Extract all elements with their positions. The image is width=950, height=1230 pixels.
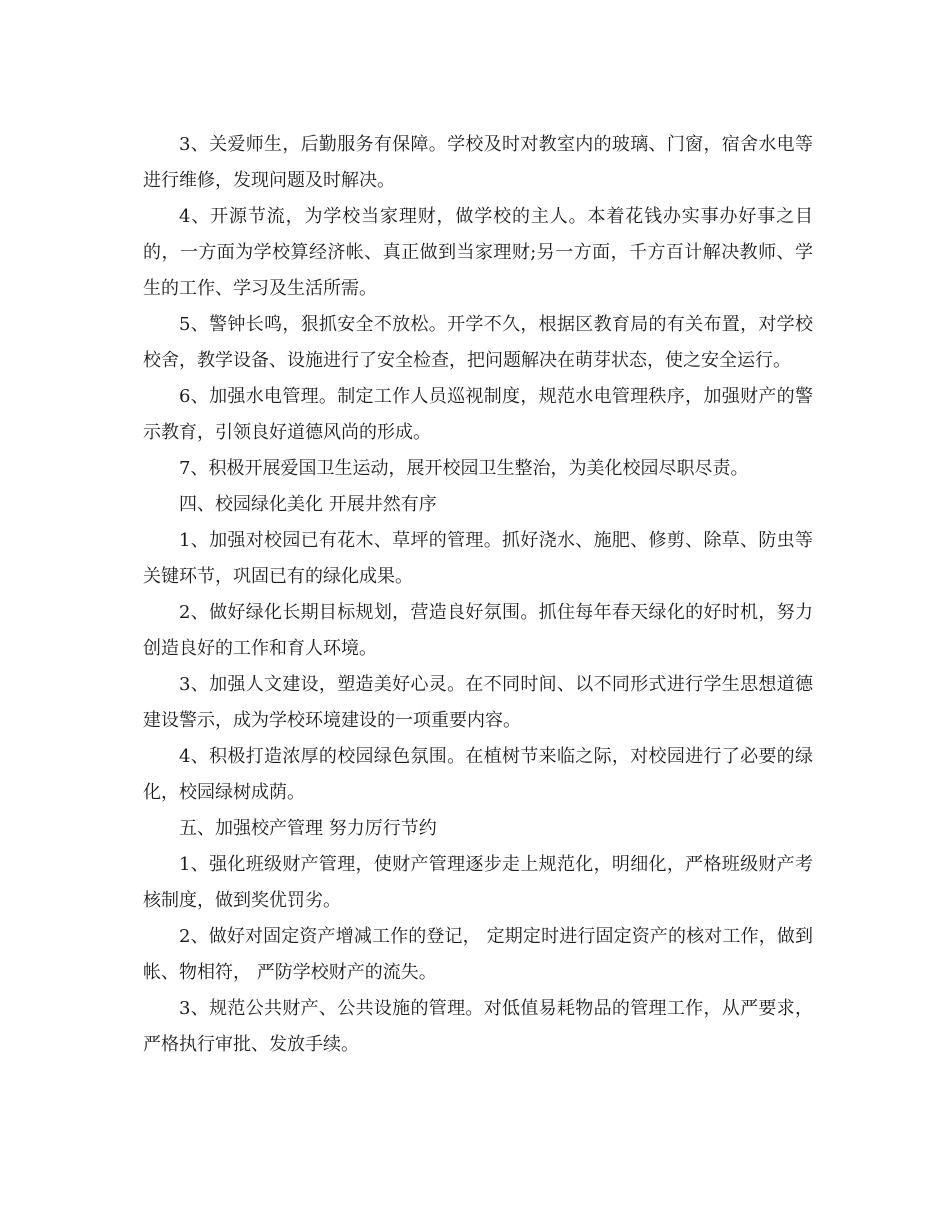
paragraph-greening-plan: 2、做好绿化长期目标规划，营造良好氛围。抓住每年春天绿化的好时机，努力创造良好的工作和育人环境。 [143, 602, 813, 659]
paragraph-utility-management: 6、加强水电管理。制定工作人员巡视制度，规范水电管理秩序，加强财产的警示教育，引领良好道德风尚的形成。 [143, 386, 813, 443]
paragraph-plant-care: 1、加强对校园已有花木、草坪的管理。抓好浇水、施肥、修剪、除草、防虫等关键环节，巩固已有的绿化成果。 [143, 530, 813, 587]
paragraph-logistics-service: 3、关爱师生，后勤服务有保障。学校及时对教室内的玻璃、门窗，宿舍水电等进行维修，发现问题及时解决。 [143, 134, 813, 191]
paragraph-fixed-assets: 2、做好对固定资产增减工作的登记， 定期定时进行固定资产的核对工作，做到帐、物相符， 严防学校财产的流失。 [143, 926, 813, 983]
paragraph-humanistic-building: 3、加强人文建设，塑造美好心灵。在不同时间、以不同形式进行学生思想道德建设警示，成为学校环境建设的一项重要内容。 [143, 674, 813, 731]
paragraph-financial-management: 4、开源节流，为学校当家理财，做学校的主人。本着花钱办实事办好事之目的，一方面为学校算经济帐、真正做到当家理财;另一方面，千方百计解决教师、学生的工作、学习及生活所需。 [143, 206, 813, 299]
paragraph-green-atmosphere: 4、积极打造浓厚的校园绿色氛围。在植树节来临之际，对校园进行了必要的绿化，校园绿树成荫。 [143, 746, 813, 803]
paragraph-sanitation-campaign: 7、积极开展爱国卫生运动，展开校园卫生整治，为美化校园尽职尽责。 [179, 458, 749, 479]
section-heading-greening: 四、校园绿化美化 开展井然有序 [179, 494, 437, 515]
section-heading-property: 五、加强校产管理 努力厉行节约 [179, 818, 437, 839]
paragraph-class-property: 1、强化班级财产管理，使财产管理逐步走上规范化，明细化，严格班级财产考核制度，做到奖优罚劣。 [143, 854, 813, 911]
paragraph-public-facilities: 3、规范公共财产、公共设施的管理。对低值易耗物品的管理工作，从严要求，严格执行审批、发放手续。 [143, 998, 813, 1055]
paragraph-safety-inspection: 5、警钟长鸣，狠抓安全不放松。开学不久，根据区教育局的有关布置，对学校校舍，教学设备、设施进行了安全检查，把问题解决在萌芽状态，使之安全运行。 [143, 314, 813, 371]
document-body [143, 127, 813, 1063]
